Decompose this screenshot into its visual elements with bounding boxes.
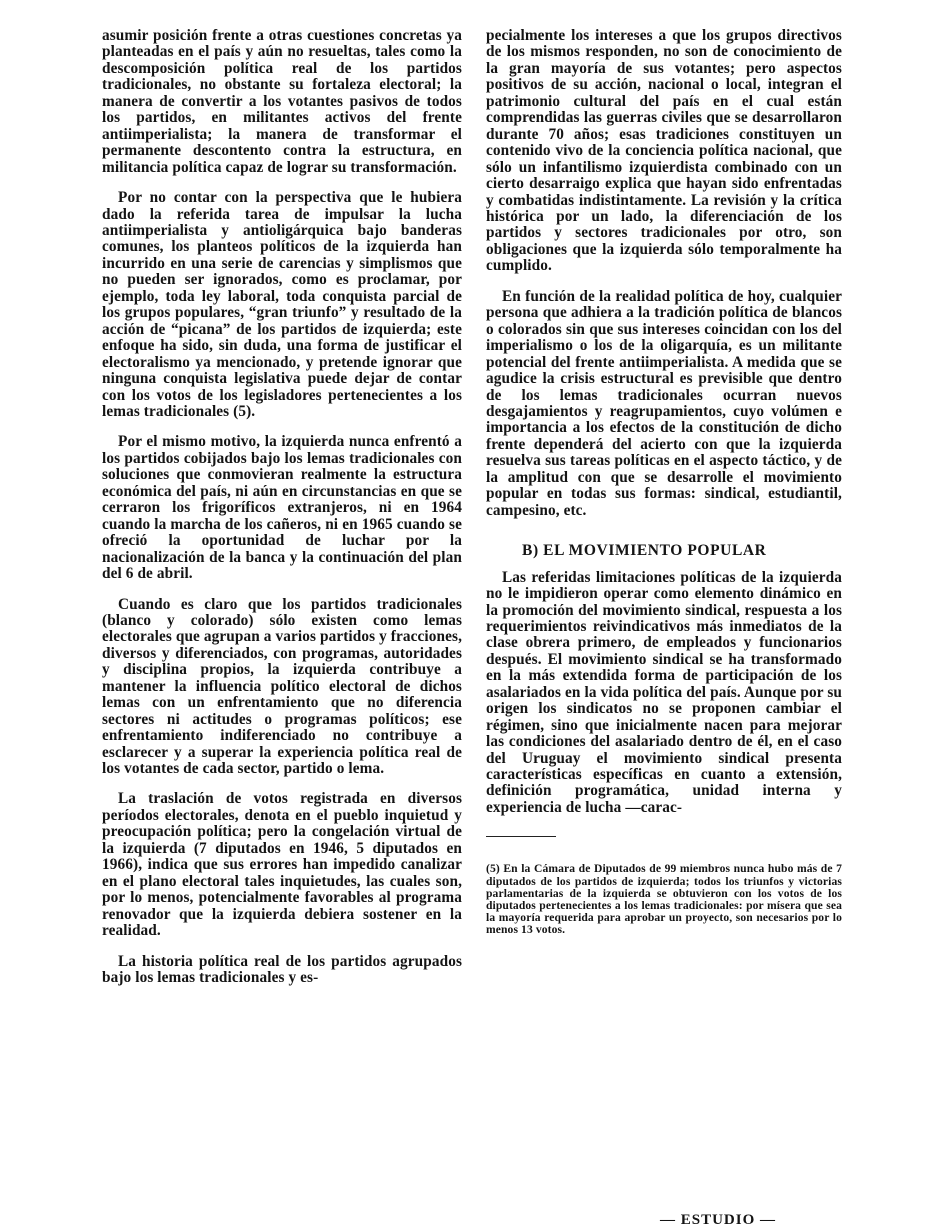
page-footer: — ESTUDIO — <box>660 1212 777 1228</box>
paragraph: Por no contar con la perspectiva que le hubiera dado la referida tarea de impulsar la lucha antiimperialista y antioligárquica bajo banderas comunes, los planteos políticos de la izquierda han incurrido en una serie de carencias y simplismos que no pueden ser ignorados, como es proclamar, por ejemplo, toda ley laboral, toda conquista parcial de los grupos populares, “gran triunfo” y resultado de la acción de “picana” de los partidos de izquierda; este enfoque ha sido, sin duda, una forma de justificar el electoralismo ya mencionado, y pretende ignorar que ninguna conquista legislativa puede dejar de contar con los votos de los legisladores pertenecientes a los lemas tradicionales (5). <box>102 189 462 420</box>
paragraph: La traslación de votos registrada en diversos períodos electorales, denota en el pueblo inquietud y preocupación política; pero la congelación virtual de la izquierda (7 diputados en 1946, 5 diputados en 1966), indica que sus errores han impedido canalizar en el plano electoral tales inquietudes, las cuales son, por lo menos, potencialmente favorables al programa renovador que la izquierda debiera sostener en la realidad. <box>102 790 462 940</box>
paragraph: En función de la realidad política de hoy, cualquier persona que adhiera a la tradición política de blancos o colorados sin que sus intereses coincidan con los del imperialismo o los de la oligarquía, es un militante potencial del frente antiimperialista. A medida que se agudice la crisis estructural es previsible que dentro de los lemas tradicionales ocurran nuevos desgajamientos y reagrupamientos, cuyo volúmen e importancia a los efectos de la constitución de dicho frente dependerá del acierto con que la izquierda resuelva sus tareas políticas en el aspecto táctico, y de la amplitud con que se desarrolle el movimiento popular en todas sus formas: sindical, estudiantil, campesino, etc. <box>486 287 842 519</box>
paragraph: Cuando es claro que los partidos tradicionales (blanco y colorado) sólo existen como lemas electorales que agrupan a varios partidos y fracciones, diversos y diferenciados, con programas, autoridades y disciplina propios, la izquierda contribuye a mantener la influencia político electoral de dichos lemas con un enfrentamiento que no diferencia sectores ni actitudes o programas políticos; ese enfrentamiento indiferenciado no contribuye a esclarecer y a superar la experiencia política real de los votantes de cada sector, partido o lema. <box>102 595 462 778</box>
right-column <box>486 28 842 951</box>
paragraph: La historia política real de los partidos agrupados bajo los lemas tradicionales y es- <box>102 952 462 987</box>
paragraph: Las referidas limitaciones políticas de la izquierda no le impidieron operar como elemento dinámico en la promoción del movimiento sindical, respuesta a los requerimientos reivindicativos más inmediatos de la clase obrera primero, de empleados y funcionarios después. El movimiento sindical se ha transformado en la más extendida forma de participación de los asalariados en la vida política del país. Aunque por su origen los sindicatos no se proponen cambiar el régimen, sino que inicialmente nacen para mejorar las condiciones del asalariado dentro de él, en el caso del Uruguay el movimiento sindical presenta características específicas en cuanto a extensión, definición programática, unidad interna y experiencia de lucha —carac- <box>486 568 842 816</box>
paragraph: pecialmente los intereses a que los grupos directivos de los mismos responden, no son de conocimiento de la gran mayoría de sus votantes; pero aspectos positivos de su acción, nacional o local, integran el patrimonio cultural del país en el cual están comprendidas las guerras civiles que se desarrollaron durante 70 años; esas tradiciones constituyen un contenido vivo de la conciencia política nacional, que sólo un infantilismo izquierdista combinado con un cierto desarraigo explica que hayan sido enfrentadas y combatidas indistintamente. La revisión y la crítica histórica por un lado, la diferenciación de los partidos y sectores tradicionales por otro, son obligaciones que la izquierda sólo temporalmente ha cumplido. <box>486 27 842 275</box>
footnote: (5) En la Cámara de Diputados de 99 miembros nunca hubo más de 7 diputados de los partidos de izquierda; todos los triunfos y victorias parlamentarias de la izquierda se obtuvieron con los votos de los diputados pertenecientes a los lemas tradicionales: por mísera que sea la mayoría requerida para aprobar un proyecto, son necesarios por lo menos 13 votos. <box>486 862 842 937</box>
footnote-divider <box>486 836 556 837</box>
paragraph: asumir posición frente a otras cuestiones concretas ya planteadas en el país y aún no resueltas, tales como la descomposición política real de los partidos tradicionales, no obstante su fortaleza electoral; la manera de convertir a los votantes pasivos de todos los partidos, en militantes activos del frente antiimperialista; la manera de transformar el permanente descontento contra la estructura, en militancia política capaz de lograr su transformación. <box>102 27 462 176</box>
paragraph: Por el mismo motivo, la izquierda nunca enfrentó a los partidos cobijados bajo los lemas tradicionales con soluciones que conmovieran realmente la estructura económica del país, ni aún en circunstancias en que se cerraron los frigoríficos extranjeros, ni en 1964 cuando la marcha de los cañeros, ni en 1965 cuando se ofreció la oportunidad de luchar por la nacionalización de la banca y la continuación del plan del 6 de abril. <box>102 433 462 583</box>
left-column <box>102 28 462 1000</box>
section-heading: B) EL MOVIMIENTO POPULAR <box>522 542 767 560</box>
